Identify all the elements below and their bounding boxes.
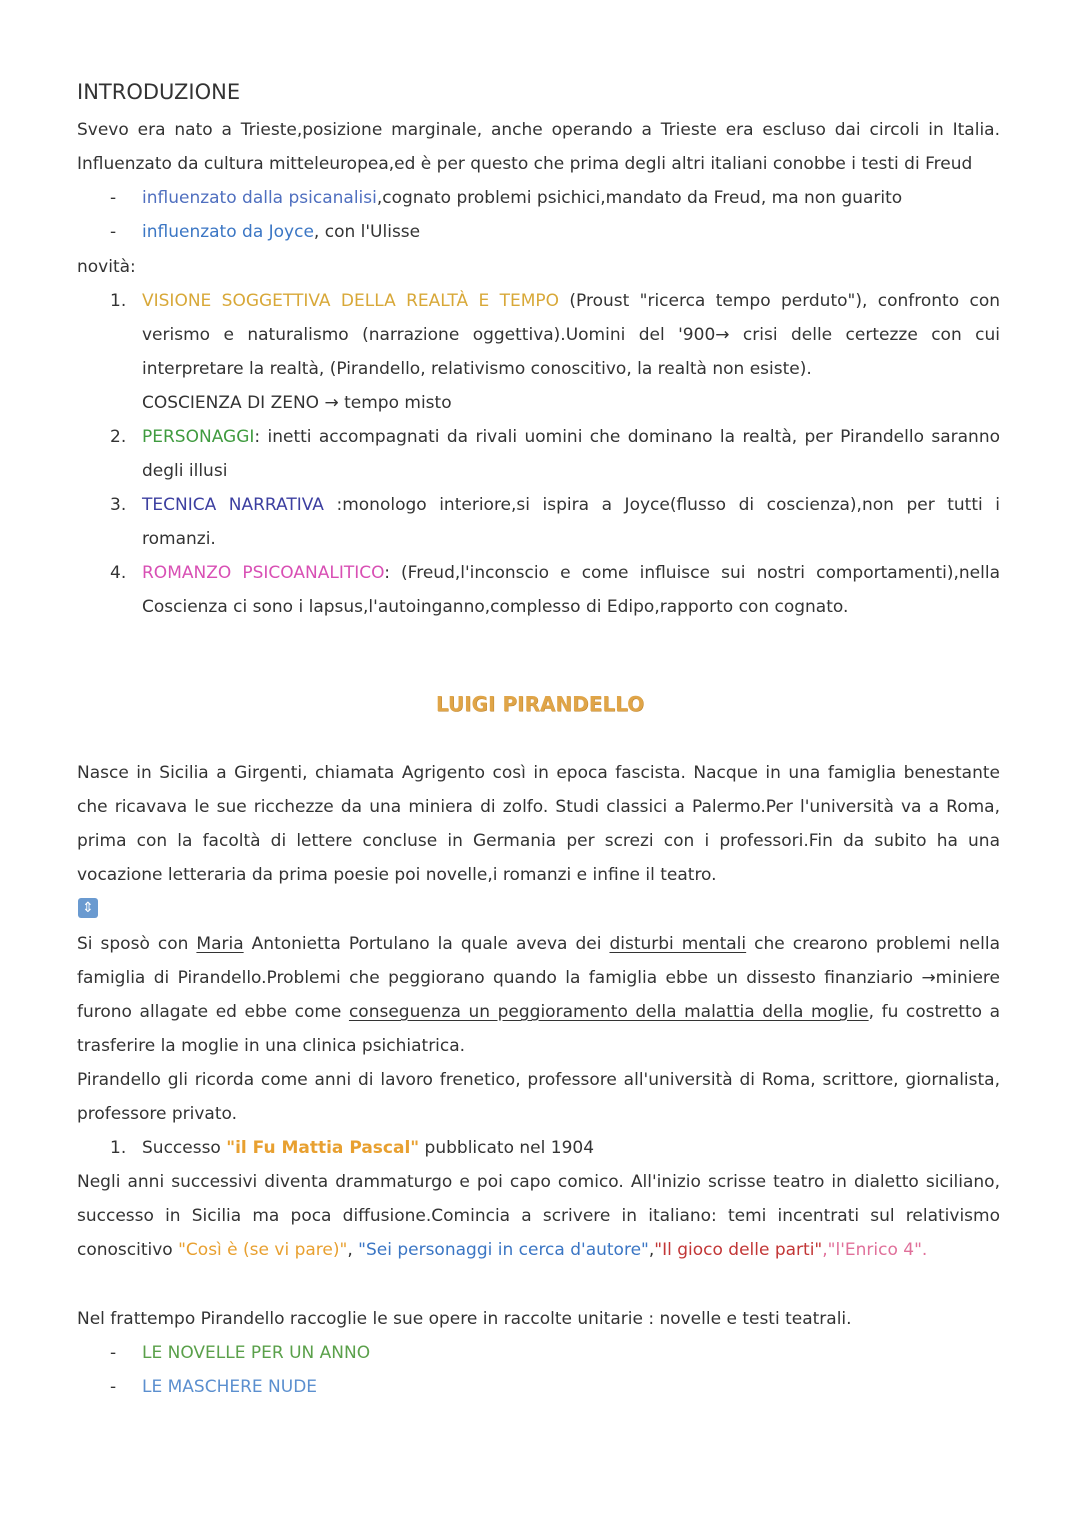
marriage-paragraph-line: trasferire la moglie in una clinica psichiatrica. — [77, 1036, 466, 1056]
list-number: 1. — [110, 1138, 127, 1158]
work-title: "Sei personaggi in cerca d'autore" — [358, 1240, 649, 1260]
intro-paragraph-line: Svevo era nato a Trieste,posizione marginale, anche operando a Trieste era escluso dai circoli in Italia. — [77, 120, 1000, 140]
work-title: "l'Enrico 4" — [827, 1240, 922, 1260]
list-item-personaggi: PERSONAGGI: inetti accompagnati da rivali uomini che dominano la realtà, per Pirandello saranno — [142, 427, 1000, 447]
list-number: 1. — [110, 291, 127, 311]
collections-paragraph: Nel frattempo Pirandello raccoglie le sue opere in raccolte unitarie : novelle e testi teatrali. — [77, 1309, 852, 1329]
highlight-text: VISIONE SOGGETTIVA DELLA REALTÀ E TEMPO — [142, 291, 559, 311]
list-item-line: romanzi. — [142, 529, 216, 549]
bio-paragraph-line: che ricavava le sue ricchezze da una miniera di zolfo. Studi classici a Palermo.Per l'università va a Roma, — [77, 797, 1000, 817]
work-paragraph-line: Pirandello gli ricorda come anni di lavoro frenetico, professore all'università di Roma, scrittore, giornalista, — [77, 1070, 1000, 1090]
highlight-text: influenzato da Joyce — [142, 222, 314, 242]
list-item-line: Coscienza ci sono i lapsus,l'autoinganno,complesso di Edipo,rapporto con cognato. — [142, 597, 849, 617]
list-number: 2. — [110, 427, 127, 447]
list-number: 4. — [110, 563, 127, 583]
list-item-line: verismo e naturalismo (narrazione oggettiva).Uomini del '900→ crisi delle certezze con cui — [142, 325, 1000, 345]
bullet-dash: - — [110, 1343, 117, 1363]
list-item-line: degli illusi — [142, 461, 228, 481]
work-title: "Così è (se vi pare)" — [178, 1240, 348, 1260]
list-number: 3. — [110, 495, 127, 515]
highlight-text: influenzato dalla psicanalisi — [142, 188, 377, 208]
novita-label: novità: — [77, 257, 136, 277]
marriage-paragraph-line: famiglia di Pirandello.Problemi che peggiorano quando la famiglia ebbe un dissesto finanziario →miniere — [77, 968, 1000, 988]
theatre-paragraph-line: successo in Sicilia ma poca diffusione.Comincia a scrivere in italiano: temi incentrati sul relativismo — [77, 1206, 1000, 1226]
work-title: "il Fu Mattia Pascal" — [226, 1138, 420, 1158]
highlight-text: ROMANZO PSICOANALITICO — [142, 563, 385, 583]
section-title: LUIGI PIRANDELLO — [435, 692, 645, 716]
highlight-text: PERSONAGGI — [142, 427, 255, 447]
marriage-paragraph-line: furono allagate ed ebbe come conseguenza un peggioramento della malattia della moglie, fu costretto a — [77, 1002, 1000, 1022]
underlined-text: disturbi mentali — [609, 934, 747, 954]
underlined-text: conseguenza un peggioramento della malattia della moglie — [348, 1002, 869, 1022]
underlined-text: Maria — [196, 934, 244, 954]
list-item-line: interpretare la realtà, (Pirandello, relativismo conoscitivo, la realtà non esiste). — [142, 359, 812, 379]
list-item-line: COSCIENZA DI ZENO → tempo misto — [142, 393, 452, 413]
bio-paragraph-line: vocazione letteraria da prima poesie poi novelle,i romanzi e infine il teatro. — [77, 865, 717, 885]
theatre-paragraph-line: Negli anni successivi diventa drammaturgo e poi capo comico. All'inizio scrisse teatro in dialetto siciliano, — [77, 1172, 1000, 1192]
bullet-dash: - — [110, 222, 117, 242]
intro-bullet-joyce: influenzato da Joyce, con l'Ulisse — [142, 222, 421, 242]
intro-heading: INTRODUZIONE — [77, 80, 241, 104]
highlight-text: TECNICA NARRATIVA — [142, 495, 324, 515]
work-paragraph-line: professore privato. — [77, 1104, 237, 1124]
bio-paragraph-line: prima con la facoltà di lettere concluse in Germania per screzi con i professori.Fin da subito ha una — [77, 831, 1000, 851]
success-item: Successo "il Fu Mattia Pascal" pubblicato nel 1904 — [142, 1138, 595, 1158]
bio-paragraph-line: Nasce in Sicilia a Girgenti, chiamata Agrigento così in epoca fascista. Nacque in una famiglia benestante — [77, 763, 1000, 783]
marriage-paragraph-line: Si sposò con Maria Antonietta Portulano la quale aveva dei disturbi mentali che crearono problemi nella — [77, 934, 1001, 954]
list-item-romanzo: ROMANZO PSICOANALITICO: (Freud,l'inconscio e come influisce sui nostri comportamenti),nella — [142, 563, 1000, 583]
bullet-dash: - — [110, 1377, 117, 1397]
collection-novelle: LE NOVELLE PER UN ANNO — [142, 1343, 371, 1363]
collection-maschere: LE MASCHERE NUDE — [142, 1377, 318, 1397]
list-item-tecnica: TECNICA NARRATIVA :monologo interiore,si ispira a Joyce(flusso di coscienza),non per tutti i — [142, 495, 1000, 515]
up-down-arrow-icon: ⇕ — [78, 898, 98, 918]
bullet-dash: - — [110, 188, 117, 208]
intro-paragraph-line: Influenzato da cultura mitteleuropea,ed è per questo che prima degli altri italiani conobbe i testi di Freud — [77, 154, 973, 174]
list-item-visione: VISIONE SOGGETTIVA DELLA REALTÀ E TEMPO (Proust "ricerca tempo perduto"), confronto con — [142, 291, 1000, 311]
work-title: "Il gioco delle parti" — [654, 1240, 823, 1260]
theatre-paragraph-line: conoscitivo "Così è (se vi pare)", "Sei personaggi in cerca d'autore","Il gioco delle parti","l'Enrico 4". — [77, 1240, 928, 1260]
intro-bullet-psicanalisi: influenzato dalla psicanalisi,cognato problemi psichici,mandato da Freud, ma non guarito — [142, 188, 903, 208]
